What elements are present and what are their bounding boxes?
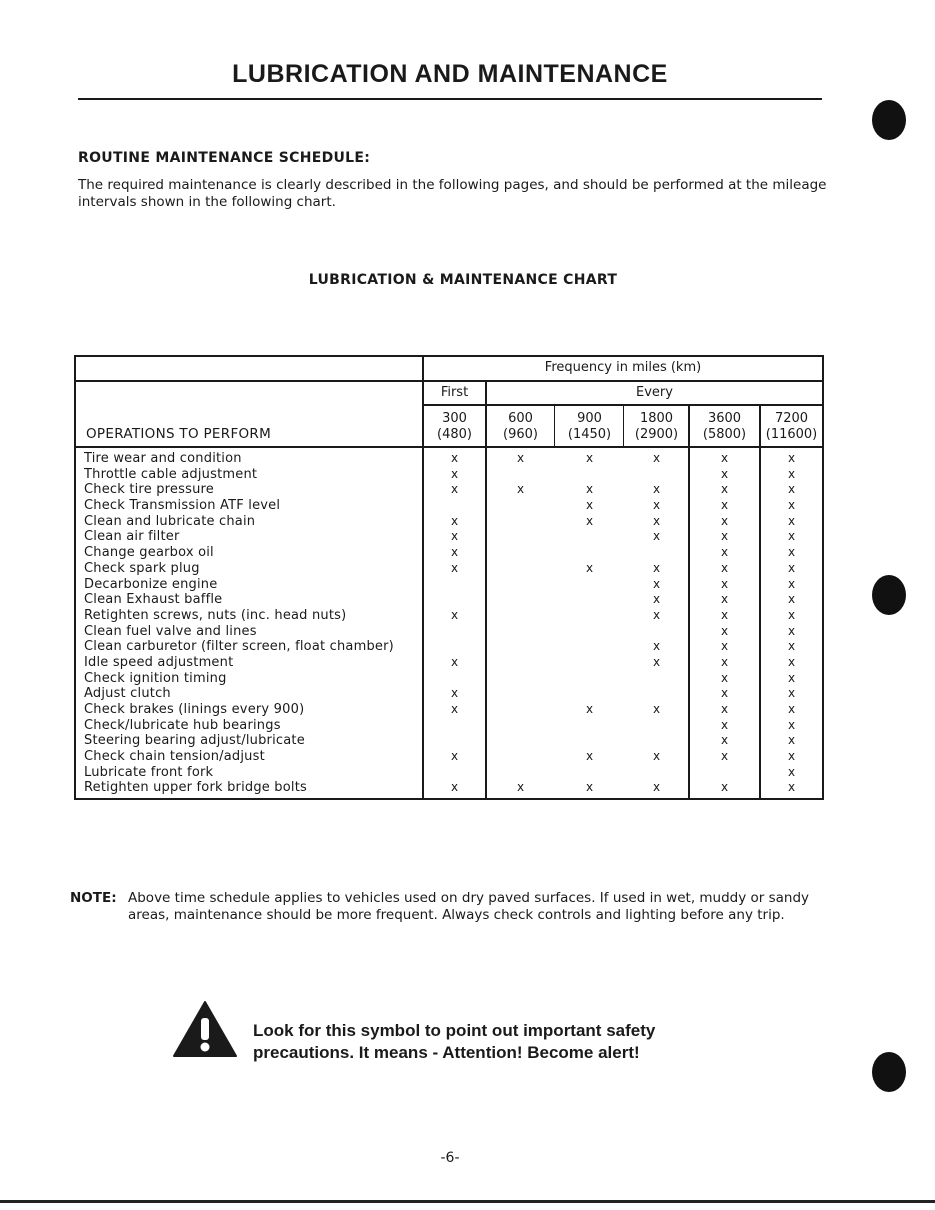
interval-mark [487,671,554,687]
interval-mark [487,624,554,640]
operations-list [84,451,424,796]
rule-col-2 [554,404,555,446]
interval-mark [556,733,623,749]
interval-mark [487,733,554,749]
marks-column-3600 [690,451,759,796]
interval-mark: x [585,749,594,764]
interval-mark: x [720,482,729,497]
interval-mark: x [720,717,729,732]
interval-mark: x [787,482,796,497]
interval-mark [625,718,688,734]
col-header-km: (480) [437,427,472,442]
interval-mark [556,467,623,483]
interval-mark: x [787,498,796,513]
interval-mark [487,577,554,593]
interval-mark [487,514,554,530]
col-header-km: (2900) [634,427,679,442]
interval-mark [556,592,623,608]
interval-mark [690,765,759,781]
operation-row: Check ignition timing [84,670,227,686]
interval-mark: x [652,592,661,607]
rule-first-every [422,404,822,406]
interval-mark: x [720,654,729,669]
operation-row: Check/lubricate hub bearings [84,717,281,733]
interval-mark [424,577,485,593]
interval-mark [424,733,485,749]
interval-mark: x [787,513,796,528]
frequency-header: Frequency in miles (km) [544,360,702,375]
page-title: LUBRICATION AND MAINTENANCE [232,60,668,88]
interval-mark: x [787,733,796,748]
interval-mark: x [450,513,459,528]
operation-row: Clean fuel valve and lines [84,623,257,639]
interval-mark: x [787,702,796,716]
interval-mark [556,671,623,687]
interval-mark [487,608,554,624]
interval-mark: x [787,466,796,481]
marks-column-600 [487,451,554,796]
interval-mark: x [652,780,661,795]
operation-row: Retighten upper fork bridge bolts [84,780,307,796]
interval-mark: x [585,482,594,497]
interval-mark [424,639,485,655]
interval-mark [487,702,554,718]
interval-mark: x [787,623,796,638]
marks-column-900 [556,451,623,796]
operation-row: Clean air filter [84,529,180,545]
interval-mark: x [720,513,729,528]
title-divider [78,98,822,100]
every-label: Every [636,385,673,400]
interval-mark: x [450,686,459,701]
operation-row: Decarbonize engine [84,576,218,592]
interval-mark: x [787,639,796,654]
interval-mark: x [787,451,796,465]
interval-mark: x [787,717,796,732]
punch-hole-middle [872,575,906,615]
interval-mark: x [450,749,459,764]
rule-col-3 [623,404,624,446]
interval-mark [556,545,623,561]
interval-mark [556,529,623,545]
interval-mark: x [720,466,729,481]
interval-mark [556,655,623,671]
interval-mark: x [787,576,796,591]
interval-mark [487,765,554,781]
interval-mark: x [720,702,729,716]
interval-mark: x [787,529,796,544]
operation-row: Adjust clutch [84,686,171,702]
maintenance-chart [74,355,824,800]
col-header-miles: 900 [577,411,602,426]
interval-mark: x [585,513,594,528]
interval-mark: x [787,654,796,669]
marks-column-300 [424,451,485,796]
col-header-miles: 1800 [639,411,674,426]
warning-line-2: precautions. It means - Attention! Become alert! [253,1043,640,1062]
col-header-miles: 600 [508,411,533,426]
interval-mark: x [652,639,661,654]
operation-row: Clean Exhaust baffle [84,592,223,608]
intro-paragraph: The required maintenance is clearly described in the following pages, and should be performed at the mileage intervals shown in the following chart. [78,177,827,210]
interval-mark: x [450,482,459,497]
interval-mark [625,686,688,702]
interval-mark [625,671,688,687]
interval-mark: x [720,670,729,685]
operation-row: Clean and lubricate chain [84,513,256,529]
punch-hole-top [872,100,906,140]
interval-mark: x [720,529,729,544]
interval-mark [487,561,554,577]
operation-row: Check chain tension/adjust [84,749,265,765]
interval-mark: x [787,764,796,779]
interval-mark: x [450,451,459,465]
interval-mark: x [787,686,796,701]
operation-row: Retighten screws, nuts (inc. head nuts) [84,607,347,623]
safety-warning-text [253,1020,655,1064]
operation-row: Check Transmission ATF level [84,498,281,514]
interval-mark [556,718,623,734]
interval-mark: x [652,451,661,465]
operation-row: Change gearbox oil [84,545,214,561]
interval-mark [424,592,485,608]
interval-mark [487,639,554,655]
interval-mark: x [720,451,729,465]
interval-mark [487,686,554,702]
interval-mark: x [450,466,459,481]
bottom-divider [0,1200,935,1203]
interval-mark: x [720,686,729,701]
interval-mark: x [787,560,796,575]
interval-mark: x [516,482,525,497]
interval-mark: x [720,545,729,560]
interval-mark [556,686,623,702]
warning-triangle-icon [172,1000,238,1058]
operation-row: Tire wear and condition [84,451,242,466]
operation-row: Clean carburetor (filter screen, float chamber) [84,639,394,655]
col-header-miles: 300 [442,411,467,426]
section-heading: ROUTINE MAINTENANCE SCHEDULE: [78,150,371,166]
operation-row: Throttle cable adjustment [84,466,258,482]
interval-mark: x [450,545,459,560]
interval-mark: x [720,639,729,654]
interval-mark: x [450,654,459,669]
interval-mark [487,718,554,734]
interval-mark: x [720,592,729,607]
interval-mark [487,655,554,671]
interval-mark: x [652,576,661,591]
interval-mark: x [450,560,459,575]
note-text: Above time schedule applies to vehicles used on dry paved surfaces. If used in wet, muddy or sandy areas, maintenance should be more frequent. Always check controls and lighting before any trip. [128,890,810,923]
interval-mark: x [516,451,525,465]
interval-mark: x [652,654,661,669]
interval-mark: x [720,623,729,638]
marks-column-1800 [625,451,688,796]
interval-mark: x [787,749,796,764]
interval-mark: x [652,498,661,513]
interval-mark: x [585,498,594,513]
col-header-miles: 7200 [774,411,809,426]
interval-mark: x [652,702,661,716]
interval-mark: x [652,529,661,544]
col-header-miles: 3600 [707,411,742,426]
operation-row: Check spark plug [84,560,200,576]
interval-mark [487,749,554,765]
interval-mark [487,529,554,545]
interval-mark: x [720,560,729,575]
interval-mark [487,592,554,608]
interval-mark [556,624,623,640]
interval-mark: x [652,607,661,622]
col-header-km: (11600) [765,427,818,442]
interval-mark [625,765,688,781]
interval-mark: x [720,498,729,513]
interval-mark [424,624,485,640]
interval-mark: x [450,702,459,716]
interval-mark [556,608,623,624]
interval-mark: x [516,780,525,795]
rule-header-bottom [76,446,822,448]
interval-mark: x [787,607,796,622]
interval-mark: x [720,780,729,795]
interval-mark [625,733,688,749]
page-number: -6- [440,1150,460,1166]
col-header-km: (1450) [567,427,612,442]
interval-mark: x [787,545,796,560]
rule-operations-top [76,380,822,382]
punch-hole-bottom [872,1052,906,1092]
interval-mark: x [585,702,594,716]
interval-mark: x [720,576,729,591]
interval-mark: x [720,607,729,622]
interval-mark [487,498,554,514]
interval-mark: x [585,560,594,575]
interval-mark: x [585,451,594,465]
first-label: First [440,385,469,400]
interval-mark [625,624,688,640]
interval-mark [556,639,623,655]
interval-mark [556,577,623,593]
interval-mark: x [585,780,594,795]
interval-mark: x [652,482,661,497]
interval-mark [424,498,485,514]
warning-line-1: Look for this symbol to point out important safety [253,1021,656,1040]
operation-row: Check brakes (linings every 900) [84,702,305,717]
interval-mark: x [652,749,661,764]
interval-mark: x [787,670,796,685]
operation-row: Steering bearing adjust/lubricate [84,733,305,749]
chart-title: LUBRICATION & MAINTENANCE CHART [308,272,618,288]
interval-mark: x [450,607,459,622]
interval-mark [487,545,554,561]
interval-mark: x [450,780,459,795]
interval-mark [556,765,623,781]
interval-mark: x [787,780,796,795]
interval-mark [424,671,485,687]
col-header-km: (960) [503,427,538,442]
interval-mark [625,467,688,483]
marks-column-7200 [761,451,822,796]
interval-mark [625,545,688,561]
interval-mark [487,467,554,483]
col-header-km: (5800) [702,427,747,442]
interval-mark: x [787,592,796,607]
interval-mark: x [652,560,661,575]
operation-row: Lubricate front fork [84,764,214,780]
note-label: NOTE: [70,890,117,906]
interval-mark: x [652,513,661,528]
operation-row: Idle speed adjustment [84,654,234,670]
operations-header: OPERATIONS TO PERFORM [86,426,272,442]
interval-mark: x [450,529,459,544]
interval-mark [424,718,485,734]
interval-mark [424,765,485,781]
interval-mark: x [720,733,729,748]
interval-mark: x [720,749,729,764]
operation-row: Check tire pressure [84,482,214,498]
